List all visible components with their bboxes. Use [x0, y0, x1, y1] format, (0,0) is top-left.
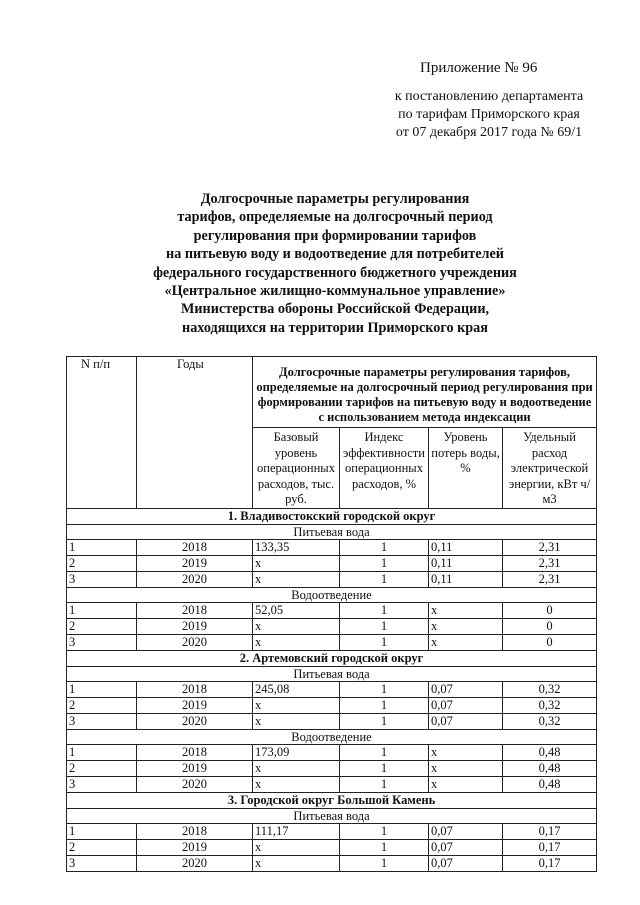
row-year: 2020 — [137, 856, 253, 872]
energy-consumption-value: 0,48 — [503, 761, 597, 777]
row-number: 2 — [67, 556, 137, 572]
column-header-loss-level: Уровень потерь воды, % — [429, 428, 503, 509]
title-line: на питьевую воду и водоотведение для потребителей — [166, 246, 504, 263]
section-title: 3. Городской округ Большой Камень — [67, 793, 597, 809]
base-level-value: х — [253, 556, 340, 572]
base-level-value: х — [253, 572, 340, 588]
efficiency-index-value: 1 — [340, 761, 429, 777]
row-year: 2019 — [137, 761, 253, 777]
base-level-value: х — [253, 840, 340, 856]
service-type-label: Питьевая вода — [67, 525, 597, 540]
base-level-value: х — [253, 777, 340, 793]
column-header-years: Годы — [137, 357, 253, 509]
base-level-value: х — [253, 698, 340, 714]
energy-consumption-value: 0 — [503, 635, 597, 651]
loss-level-value: 0,07 — [429, 856, 503, 872]
row-number: 3 — [67, 635, 137, 651]
energy-consumption-value: 0,32 — [503, 698, 597, 714]
energy-consumption-value: 0,17 — [503, 840, 597, 856]
row-number: 2 — [67, 698, 137, 714]
row-year: 2019 — [137, 840, 253, 856]
table-row — [67, 824, 597, 840]
base-level-value: 245,08 — [253, 682, 340, 698]
row-number: 2 — [67, 840, 137, 856]
efficiency-index-value: 1 — [340, 840, 429, 856]
title-line: Министерства обороны Российской Федерации, — [180, 301, 490, 318]
row-year: 2020 — [137, 777, 253, 793]
base-level-value: 173,09 — [253, 745, 340, 761]
energy-consumption-value: 2,31 — [503, 556, 597, 572]
row-number: 3 — [67, 856, 137, 872]
row-year: 2018 — [137, 682, 253, 698]
energy-consumption-value: 0,17 — [503, 856, 597, 872]
energy-consumption-value: 0,48 — [503, 777, 597, 793]
energy-consumption-value: 0,17 — [503, 824, 597, 840]
efficiency-index-value: 1 — [340, 540, 429, 556]
row-number: 2 — [67, 619, 137, 635]
column-header-number: N п/п — [67, 357, 137, 509]
column-header-group: Долгосрочные параметры регулирования тарифов, определяемые на долгосрочный период регулирования при формировании тарифов на питьевую воду и водоотведение с использованием метода индексации — [253, 357, 597, 428]
section-row — [67, 509, 597, 525]
row-year: 2020 — [137, 572, 253, 588]
table-row — [67, 856, 597, 872]
service-type-row — [67, 525, 597, 540]
efficiency-index-value: 1 — [340, 698, 429, 714]
service-type-label: Питьевая вода — [67, 667, 597, 682]
loss-level-value: 0,07 — [429, 682, 503, 698]
row-number: 1 — [67, 824, 137, 840]
base-level-value: 111,17 — [253, 824, 340, 840]
column-header-efficiency-index: Индекс эффективности операционных расходов, % — [340, 428, 429, 509]
title-line: федерального государственного бюджетного учреждения — [153, 264, 517, 281]
efficiency-index-value: 1 — [340, 777, 429, 793]
table-row — [67, 603, 597, 619]
row-year: 2020 — [137, 635, 253, 651]
efficiency-index-value: 1 — [340, 556, 429, 572]
table-row — [67, 682, 597, 698]
row-number: 1 — [67, 540, 137, 556]
efficiency-index-value: 1 — [340, 635, 429, 651]
row-number: 2 — [67, 761, 137, 777]
loss-level-value: х — [429, 635, 503, 651]
loss-level-value: х — [429, 745, 503, 761]
row-year: 2018 — [137, 824, 253, 840]
table-row — [67, 540, 597, 556]
parameters-table — [66, 356, 597, 872]
section-title: 1. Владивостокский городской округ — [67, 509, 597, 525]
row-number: 3 — [67, 572, 137, 588]
table-body — [67, 509, 597, 872]
table-row — [67, 777, 597, 793]
table-row — [67, 635, 597, 651]
decree-line-3: от 07 декабря 2017 года № 69/1 — [395, 125, 583, 140]
loss-level-value: 0,11 — [429, 556, 503, 572]
service-type-row — [67, 667, 597, 682]
base-level-value: х — [253, 714, 340, 730]
loss-level-value: 0,07 — [429, 824, 503, 840]
energy-consumption-value: 0 — [503, 603, 597, 619]
column-header-energy-consumption: Удельный расход электрической энергии, кВт ч/м3 — [503, 428, 597, 509]
row-year: 2018 — [137, 745, 253, 761]
energy-consumption-value: 0 — [503, 619, 597, 635]
row-number: 3 — [67, 777, 137, 793]
title-line: «Центральное жилищно-коммунальное управление» — [164, 283, 506, 300]
loss-level-value: 0,11 — [429, 540, 503, 556]
table-row — [67, 714, 597, 730]
efficiency-index-value: 1 — [340, 824, 429, 840]
title-line: Долгосрочные параметры регулирования — [200, 191, 470, 207]
base-level-value: х — [253, 856, 340, 872]
efficiency-index-value: 1 — [340, 572, 429, 588]
row-number: 1 — [67, 603, 137, 619]
row-year: 2020 — [137, 714, 253, 730]
table-row — [67, 619, 597, 635]
efficiency-index-value: 1 — [340, 714, 429, 730]
section-title: 2. Артемовский городской округ — [67, 651, 597, 667]
table-row — [67, 761, 597, 777]
row-number: 3 — [67, 714, 137, 730]
base-level-value: х — [253, 619, 340, 635]
service-type-label: Водоотведение — [67, 588, 597, 603]
row-number: 1 — [67, 682, 137, 698]
service-type-row — [67, 809, 597, 824]
section-row — [67, 651, 597, 667]
title-line: тарифов, определяемые на долгосрочный период — [177, 209, 493, 226]
title-line: регулирования при формировании тарифов — [193, 227, 477, 244]
energy-consumption-value: 0,48 — [503, 745, 597, 761]
row-year: 2019 — [137, 698, 253, 714]
decree-line-1: к постановлению департамента — [394, 89, 584, 104]
decree-reference — [380, 88, 598, 142]
row-year: 2019 — [137, 619, 253, 635]
column-header-base-level: Базовый уровень операционных расходов, тыс. руб. — [253, 428, 340, 509]
title-line: находящихся на территории Приморского края — [182, 319, 488, 336]
loss-level-value: х — [429, 777, 503, 793]
loss-level-value: х — [429, 603, 503, 619]
base-level-value: х — [253, 635, 340, 651]
base-level-value: х — [253, 761, 340, 777]
row-year: 2019 — [137, 556, 253, 572]
table-row — [67, 840, 597, 856]
efficiency-index-value: 1 — [340, 682, 429, 698]
loss-level-value: 0,07 — [429, 714, 503, 730]
service-type-label: Питьевая вода — [67, 809, 597, 824]
loss-level-value: 0,07 — [429, 840, 503, 856]
loss-level-value: х — [429, 761, 503, 777]
loss-level-value: 0,11 — [429, 572, 503, 588]
efficiency-index-value: 1 — [340, 745, 429, 761]
energy-consumption-value: 2,31 — [503, 572, 597, 588]
service-type-row — [67, 730, 597, 745]
service-type-row — [67, 588, 597, 603]
table-row — [67, 745, 597, 761]
decree-line-2: по тарифам Приморского края — [398, 107, 580, 122]
section-row — [67, 793, 597, 809]
loss-level-value: 0,07 — [429, 698, 503, 714]
base-level-value: 133,35 — [253, 540, 340, 556]
loss-level-value: х — [429, 619, 503, 635]
table-row — [67, 556, 597, 572]
energy-consumption-value: 0,32 — [503, 714, 597, 730]
efficiency-index-value: 1 — [340, 856, 429, 872]
efficiency-index-value: 1 — [340, 603, 429, 619]
table-row — [67, 698, 597, 714]
base-level-value: 52,05 — [253, 603, 340, 619]
row-year: 2018 — [137, 603, 253, 619]
appendix-number: Приложение № 96 — [420, 60, 538, 76]
energy-consumption-value: 2,31 — [503, 540, 597, 556]
document-title — [100, 190, 570, 337]
row-year: 2018 — [137, 540, 253, 556]
table-row — [67, 572, 597, 588]
energy-consumption-value: 0,32 — [503, 682, 597, 698]
service-type-label: Водоотведение — [67, 730, 597, 745]
row-number: 1 — [67, 745, 137, 761]
efficiency-index-value: 1 — [340, 619, 429, 635]
